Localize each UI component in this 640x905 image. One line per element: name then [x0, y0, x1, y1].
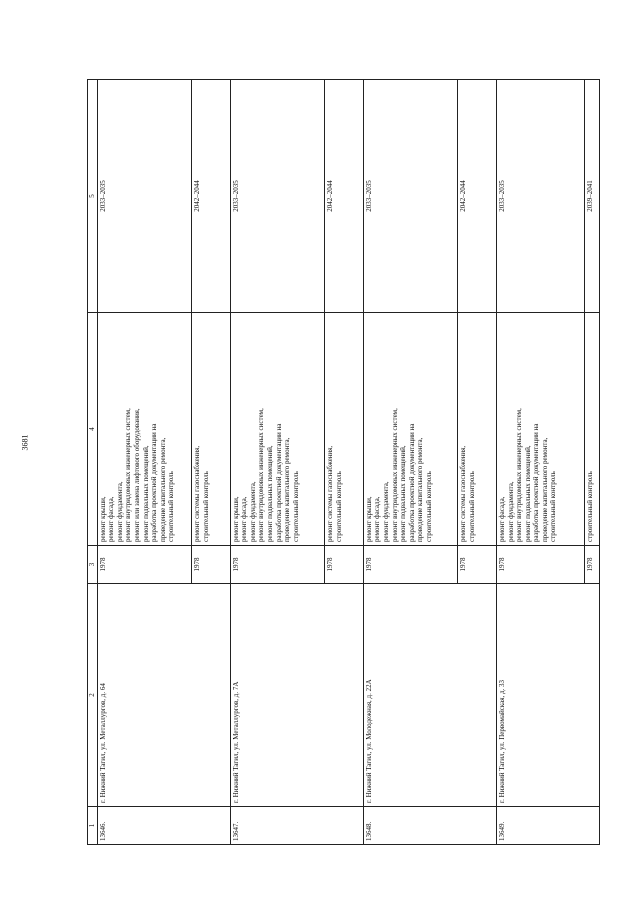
- address-cell: г. Нижний Тагил, ул. Первомайская, д. 33: [496, 584, 599, 807]
- work-item: ремонт системы газоснабжения,: [193, 445, 202, 542]
- work-item: ремонт крыши,: [364, 496, 373, 542]
- work-item: ремонт крыши,: [231, 496, 240, 542]
- header-col-5: 5: [88, 80, 98, 313]
- year-cell: 1978: [584, 546, 599, 584]
- work-item: проведение капитального ремонта,: [283, 437, 292, 542]
- work-item: ремонт внутридомовых инженерных систем,: [124, 408, 133, 542]
- work-item: ремонт фасада,: [240, 496, 249, 542]
- work-item: строительный контроль: [167, 471, 176, 542]
- work-item: ремонт фундамента,: [506, 481, 515, 542]
- work-item: строительный контроль: [334, 471, 343, 542]
- work-item: ремонт подвальных помещений,: [266, 445, 275, 542]
- table-row: [363, 80, 457, 845]
- period-cell: 2033–2035: [230, 80, 324, 313]
- year-cell: 1978: [192, 546, 231, 584]
- work-item: строительный контроль: [201, 471, 210, 542]
- work-item: ремонт системы газоснабжения,: [326, 445, 335, 542]
- works-cell: [363, 313, 457, 546]
- header-col-3: 3: [88, 546, 98, 584]
- period-cell: 2033–2035: [363, 80, 457, 313]
- work-item: ремонт подвальных помещений,: [523, 445, 532, 542]
- page-number: 3681: [20, 434, 30, 451]
- work-item: ремонт подвальных помещений,: [141, 445, 150, 542]
- work-item: ремонт внутридомовых инженерных систем,: [515, 408, 524, 542]
- row-number: 13646.: [97, 807, 230, 845]
- year-cell: 1978: [496, 546, 584, 584]
- work-item: проведение капитального ремонта,: [540, 437, 549, 542]
- header-col-1: 1: [88, 807, 98, 845]
- period-cell: 2042–2044: [325, 80, 364, 313]
- work-item: ремонт крыши,: [98, 496, 107, 542]
- address-cell: г. Нижний Тагил, ул. Молодежная, д. 22А: [363, 584, 496, 807]
- table-row: [496, 80, 584, 845]
- works-cell: [325, 313, 364, 546]
- work-item: строительный контроль: [467, 471, 476, 542]
- year-cell: 1978: [363, 546, 457, 584]
- row-number: 13647.: [230, 807, 363, 845]
- works-cell: [192, 313, 231, 546]
- table-row: [97, 80, 191, 845]
- work-item: ремонт внутридомовых инженерных систем,: [257, 408, 266, 542]
- works-cell: [97, 313, 191, 546]
- table-row: [230, 80, 324, 845]
- work-item: разработка проектной документации на: [407, 423, 416, 542]
- works-cell: [584, 313, 599, 546]
- repair-schedule-table: [87, 79, 600, 845]
- period-cell: 2033–2035: [97, 80, 191, 313]
- work-item: строительный контроль: [424, 471, 433, 542]
- work-item: ремонт внутридомовых инженерных систем,: [390, 408, 399, 542]
- works-cell: [230, 313, 324, 546]
- rotated-table-wrapper: [87, 80, 600, 845]
- work-item: ремонт фасада,: [373, 496, 382, 542]
- period-cell: 2039–2041: [584, 80, 599, 313]
- work-item: ремонт фасада,: [107, 496, 116, 542]
- work-item: строительный контроль: [585, 471, 594, 542]
- work-item: разработка проектной документации на: [274, 423, 283, 542]
- work-item: ремонт системы газоснабжения,: [459, 445, 468, 542]
- row-number: 13648.: [363, 807, 496, 845]
- work-item: строительный контроль: [291, 471, 300, 542]
- work-item: разработка проектной документации на: [532, 423, 541, 542]
- works-cell: [458, 313, 497, 546]
- work-item: ремонт фундамента,: [115, 481, 124, 542]
- work-item: ремонт фундамента,: [382, 481, 390, 542]
- period-cell: 2033–2035: [496, 80, 584, 313]
- year-cell: 1978: [230, 546, 324, 584]
- address-cell: г. Нижний Тагил, ул. Металлургов, д. 7А: [230, 584, 363, 807]
- work-item: разработка проектной документации на: [150, 423, 159, 542]
- work-item: строительный контроль: [549, 471, 558, 542]
- period-cell: 2042–2044: [458, 80, 497, 313]
- year-cell: 1978: [325, 546, 364, 584]
- year-cell: 1978: [97, 546, 191, 584]
- address-cell: г. Нижний Тагил, ул. Металлургов, д. 64: [97, 584, 230, 807]
- period-cell: 2042–2044: [192, 80, 231, 313]
- year-cell: 1978: [458, 546, 497, 584]
- header-col-2: 2: [88, 584, 98, 807]
- header-row: [88, 80, 98, 845]
- header-col-4: 4: [88, 313, 98, 546]
- work-item: проведение капитального ремонта,: [416, 437, 425, 542]
- work-item: ремонт фасада,: [497, 496, 506, 542]
- works-cell: [496, 313, 584, 546]
- work-item: проведение капитального ремонта,: [158, 437, 167, 542]
- work-item: ремонт или замена лифтового оборудования,: [132, 408, 141, 542]
- row-number: 13649.: [496, 807, 599, 845]
- work-item: ремонт фундамента,: [248, 481, 257, 542]
- work-item: ремонт подвальных помещений,: [399, 445, 408, 542]
